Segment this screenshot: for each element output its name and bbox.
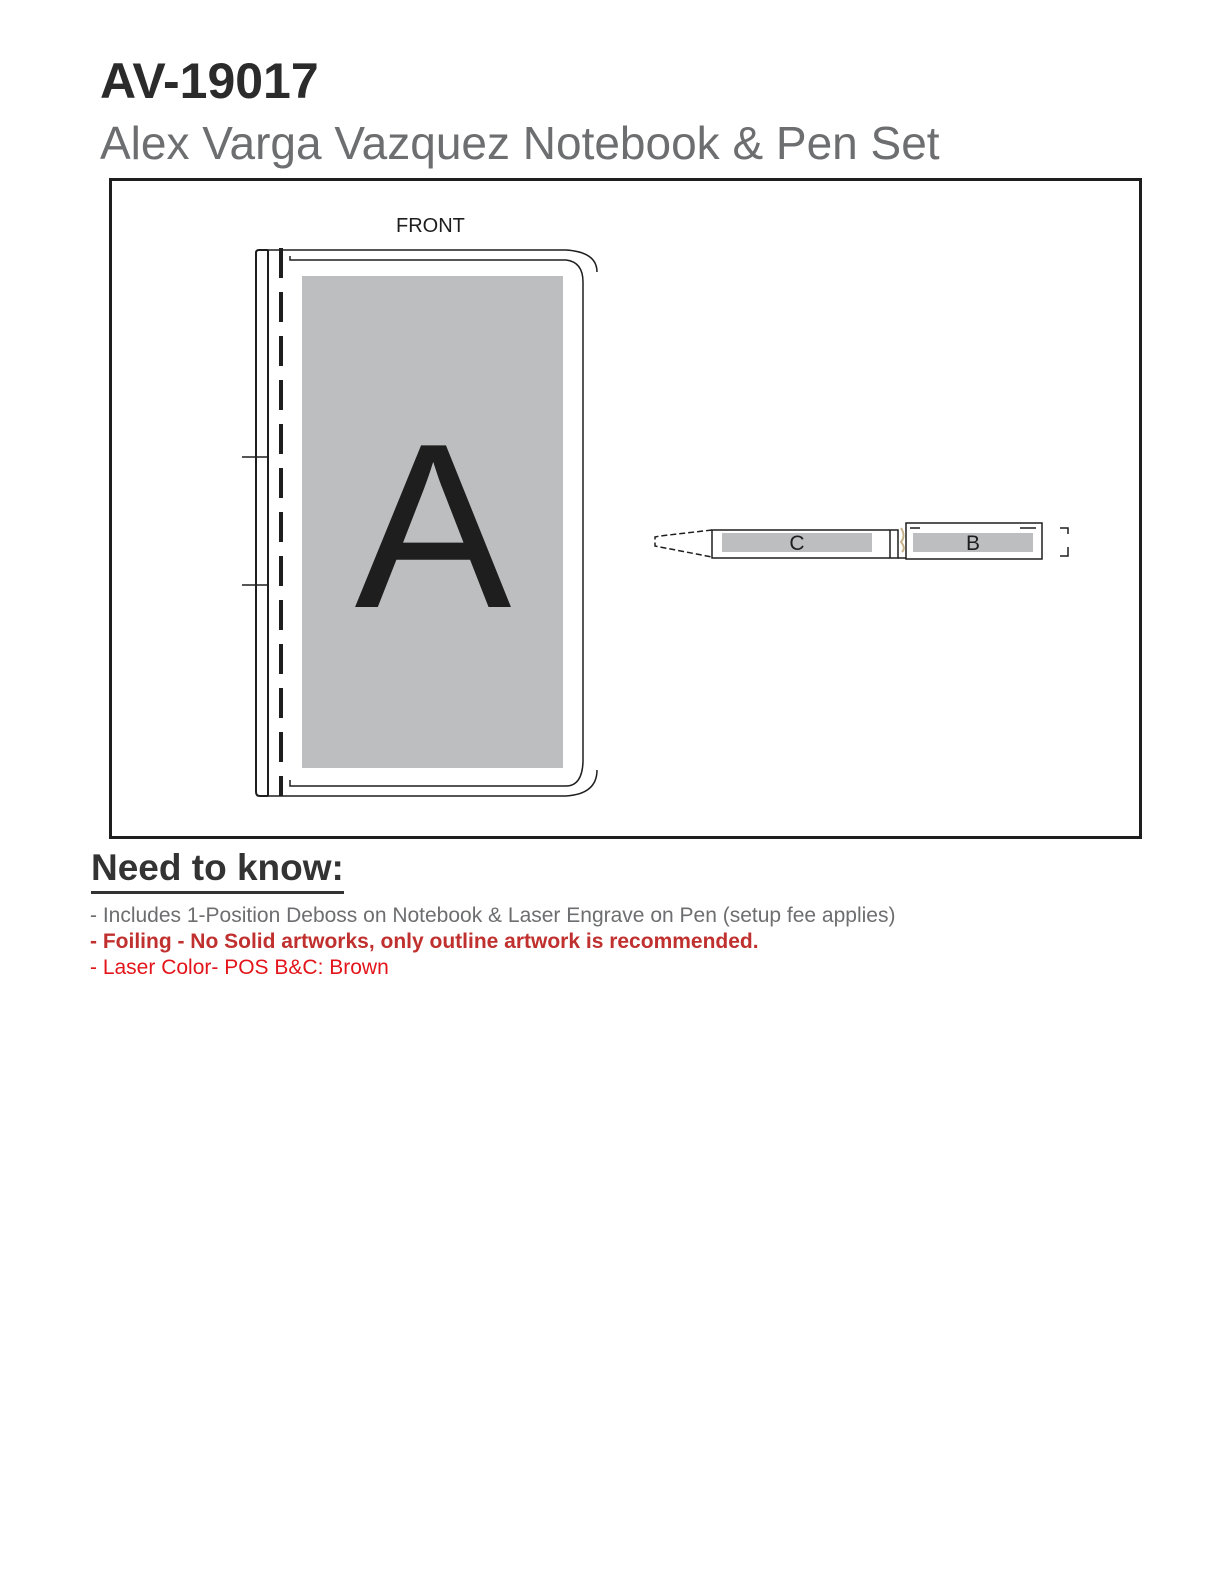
product-sku: AV-19017 <box>100 53 319 109</box>
pen-clip-accent <box>901 528 904 552</box>
note-item-laser-color: - Laser Color- POS B&C: Brown <box>90 956 389 979</box>
note-item: - Includes 1-Position Deboss on Notebook & Laser Engrave on Pen (setup fee applies) <box>90 904 896 927</box>
notebook-imprint-letter: A <box>354 394 512 657</box>
notebook-cover-bottom <box>268 770 597 796</box>
notebook-cover-top <box>268 250 597 272</box>
note-item-warning: - Foiling - No Solid artworks, only outline artwork is recommended. <box>90 930 759 953</box>
pen-end <box>1060 528 1068 556</box>
view-label: FRONT <box>396 215 465 237</box>
pen-barrel-imprint-letter: C <box>789 532 805 555</box>
pen-tip <box>655 530 712 557</box>
notes-heading: Need to know: <box>91 849 344 894</box>
pen-cap-imprint-letter: B <box>965 532 981 555</box>
notebook-spine-edge <box>256 250 268 796</box>
product-title: Alex Varga Vazquez Notebook & Pen Set <box>100 117 940 169</box>
